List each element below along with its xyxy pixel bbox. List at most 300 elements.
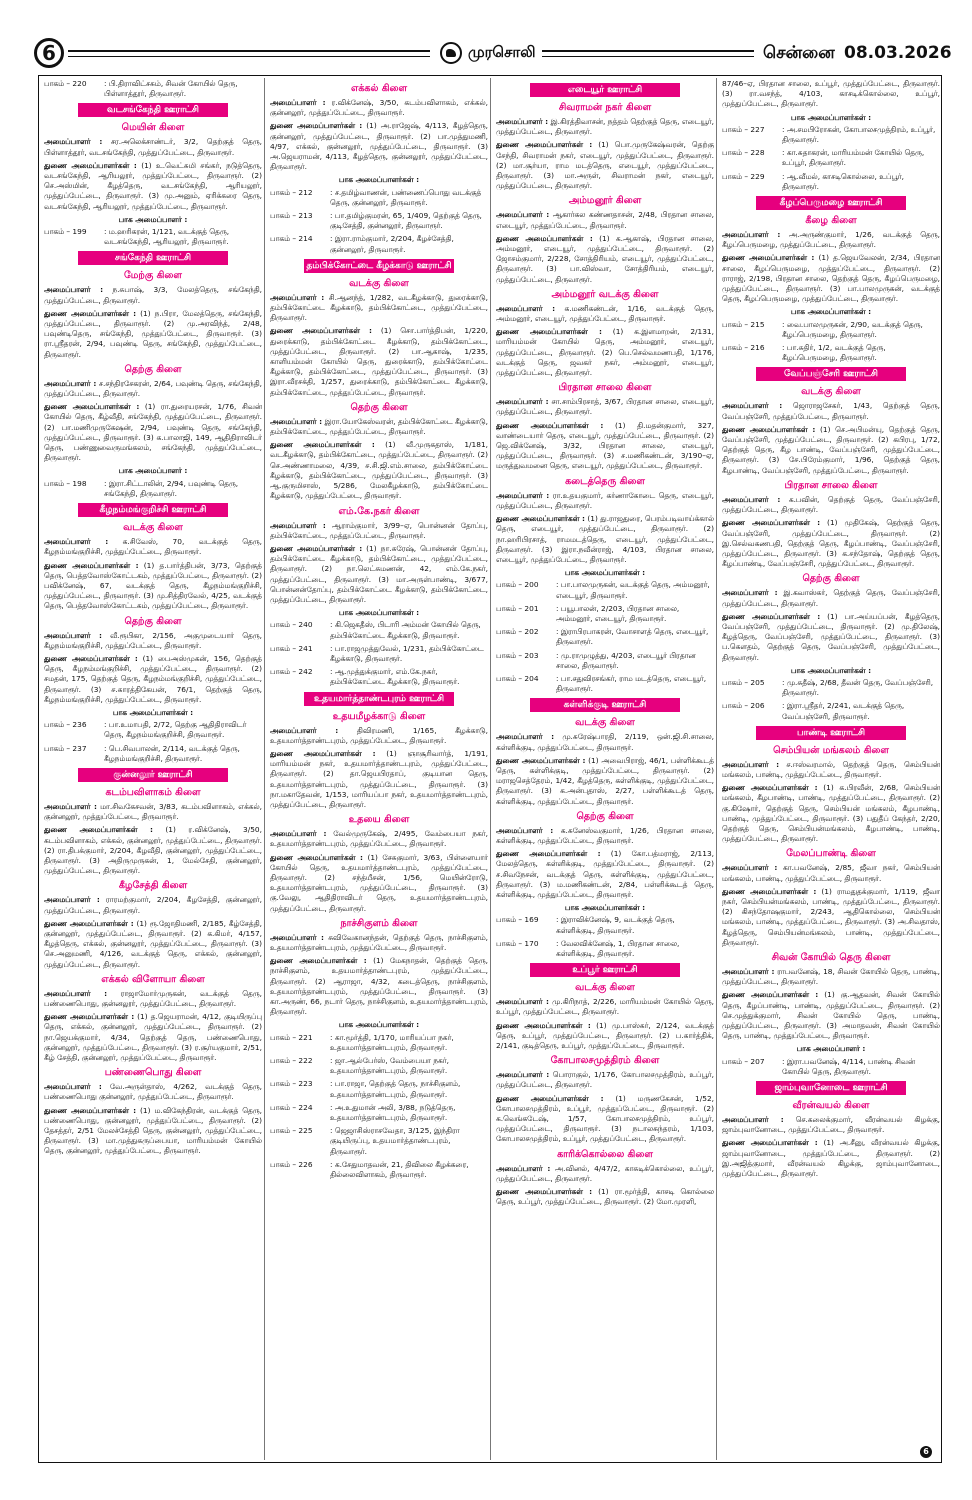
organiser-paragraph bbox=[496, 1094, 714, 1145]
booth-number: பாகம் – 222 bbox=[270, 1056, 313, 1066]
booth-number: பாகம் – 225 bbox=[270, 1126, 313, 1136]
organiser-text: (1) நா.சுரேஷ், பொன்னன் தோப்பு, தம்பிக்கோட்டை கீழக்காடு, தம்பிக்கோட்டை, முத்துப்பேட்டை, திருவாரூர். (2) நா.லெட்சுமணன், 42, எம்.கே.நகர், முத்துப்பேட்டை, திருவாரூர். (3) மா.அருள்பாண்டி, 3/677, பொன்னன்தோப்பு, தம்பிக்கோட்டை கீழக்காடு, தம்பிக்கோட்டை, முத்துப்பேட்டை, திருவாரூர். bbox=[270, 543, 488, 604]
booth-number: பாகம் – 240 bbox=[270, 620, 313, 630]
panchayat-header: வடசங்கேந்தி ஊராட்சி bbox=[78, 103, 228, 117]
booth-entry bbox=[722, 172, 940, 192]
organiser-paragraph bbox=[496, 849, 714, 900]
role-label: துணை அமைப்பாளர்கள் : bbox=[270, 326, 372, 336]
branch-heading: வடக்கு கிளை bbox=[801, 386, 861, 398]
booth-number: பாகம் – 201 bbox=[496, 603, 539, 613]
role-label: அமைப்பாளர் : bbox=[496, 732, 555, 742]
bull-logo-icon bbox=[440, 42, 462, 64]
booth-organiser-text: : அ.சமபிரோகன், கோபாலசமுத்திரம், உப்பூர், திருவாரூர். bbox=[782, 124, 936, 145]
organiser-paragraph bbox=[722, 760, 940, 780]
organiser-paragraph bbox=[722, 518, 940, 569]
branch-heading: தெற்கு கிளை bbox=[350, 401, 408, 413]
booth-entry bbox=[270, 1160, 488, 1180]
booth-number: பாகம் – 236 bbox=[44, 720, 87, 730]
branch-heading: வடக்கு கிளை bbox=[575, 717, 635, 729]
branch-heading: கோபாலசமுத்திரம் கிளை bbox=[550, 1055, 660, 1067]
organiser-paragraph bbox=[44, 379, 262, 399]
role-label: அமைப்பாளர் : bbox=[722, 494, 781, 504]
branch-heading: கடம்பவிளாகம் கிளை bbox=[105, 786, 201, 798]
organiser-paragraph bbox=[722, 79, 940, 110]
booth-entry bbox=[270, 1126, 488, 1157]
role-label: துணை அமைப்பாளர்கள் : bbox=[496, 327, 602, 337]
branch-heading: எக்கல் விளோயா கிளை bbox=[101, 973, 205, 985]
booth-number: பாகம் – 223 bbox=[270, 1079, 313, 1089]
organiser-paragraph bbox=[44, 802, 262, 822]
organiser-text: சுவிவேகானந்தன், தெற்குத் தெரு, நாச்சிகுளம், உதயமார்த்தாண்டபுரம், முத்துப்பேட்டை, திருவாரூர். bbox=[270, 932, 488, 952]
booth-entry bbox=[270, 188, 488, 208]
branch-heading: வடக்கு கிளை bbox=[123, 522, 183, 534]
booth-entry bbox=[496, 604, 714, 624]
booth-organisers-label: பாக அமைப்பாளர்கள் : bbox=[338, 175, 420, 185]
booth-organiser-text: : பா.உமாபதி, 2/72, தெற்கு ஆதிதிராவிடர் தெரு, கீழநம்மங்குறிச்சி, திருவாரூர். bbox=[104, 720, 247, 740]
organiser-text: (1) த.ஜெயவேலன், 2/34, பிரதான சாலை, கீழப்பெருமழை, முத்துப்பேட்டை, திருவாரூர். (2) ராராஜ், 2/198, பிரதான சாலை, தெற்குத் தெரு, கீழப்பெருமழை, முத்துப்பேட்டை, திருவாரூர். (3) பா.பாலமுருகன், வடக்குத் தெரு, கீழப்பெருமழை, முத்துப்பேட்டை, திருவாரூர். bbox=[722, 253, 940, 304]
organiser-paragraph bbox=[496, 397, 714, 417]
organiser-text: 87/46–ஏ, பிரதான சாலை, உப்பூர், முத்துப்பேட்டை, திருவாரூர். (3) ரா.வசந்த், 4/103, காசடிக்கொல்லை, உப்பூர், முத்துப்பேட்டை, திருவாரூர். bbox=[722, 79, 940, 109]
branch-heading: வடக்கு கிளை bbox=[349, 277, 409, 289]
role-label: அமைப்பாளர் : bbox=[270, 98, 326, 107]
organiser-paragraph bbox=[722, 863, 940, 883]
booth-organiser-text: : இரா.ஸ்ரீதர், 2/241, வடக்குத் தெரு, வேப்பஞ்சேரி, திருவாரூர். bbox=[782, 701, 905, 721]
organiser-paragraph bbox=[44, 309, 262, 360]
branch-heading: காரிக்கொல்லை கிளை bbox=[557, 1148, 653, 1160]
organiser-paragraph bbox=[722, 1138, 940, 1179]
booth-organiser-text: : மு.சுதீஷ், 2/68, தீவன் தெரு, வேப்பஞ்சேரி, திருவாரூர். bbox=[782, 677, 934, 698]
booth-entry bbox=[496, 627, 714, 647]
role-label: அமைப்பாளர் : bbox=[496, 117, 549, 126]
organiser-text: (1) த.ஜெயராமன், 4/12, குடியிருப்பு தெரு, எக்கல், குன்னலூர், முத்துப்பேட்டை, திருவாரூர். (2) நா.ஜெயக்குமார், 4/34, தெற்குத் தெரு, பண்ணைபொது, குன்னலூர், முத்துப்பேட்டை, திருவாரூர். (3) ர.சூர்யகுமார், 2/51, கீழ் சேத்தி, குன்னலூர், முத்துப்பேட்டை, திருவாரூர். bbox=[44, 1012, 262, 1063]
organiser-paragraph bbox=[270, 121, 488, 172]
booth-entry bbox=[270, 1056, 488, 1076]
organiser-paragraph bbox=[44, 631, 262, 651]
branch-heading: அம்மனூர் கிளை bbox=[568, 195, 642, 207]
role-label: அமைப்பாளர் : bbox=[722, 401, 783, 411]
booth-entry bbox=[44, 720, 262, 740]
organiser-paragraph bbox=[496, 1187, 714, 1207]
organiser-text: ஆகார்கல கண்ணதாசன், 2/48, பிரதான சாலை, எடையூர், முத்துப்பேட்டை, திருவாரூர். bbox=[496, 210, 714, 230]
role-label: துணை அமைப்பாளர்கள் : bbox=[44, 160, 137, 170]
branch-heading: உதயமீழக்காடு கிளை bbox=[332, 710, 426, 722]
role-label: துணை அமைப்பாளர்கள் : bbox=[496, 1187, 593, 1197]
role-label: துணை அமைப்பாளர்கள் : bbox=[722, 253, 815, 263]
edition-date: 08.03.2026 bbox=[840, 43, 956, 63]
role-label: துணை அமைப்பாளர்கள் : bbox=[270, 852, 364, 862]
organiser-text: (1) கு.ஆதவன், சிவன் கோயில் தெரு, கீழப்பாண்டி, பாண்டி, முத்துப்பேட்டை, திருவாரூர். (2) செ.முத்துக்குமார், சிவன் கோயில் தெரு, பாண்டி, முத்துப்பேட்டை, திருவாரூர். (3) அமாதவன், சிவன் கோயில் தெரு, பாண்டி, முத்துப்பேட்டை, திருவாரூர். bbox=[722, 990, 940, 1041]
organiser-text: (1) அ.சீனு, வீரன்வயல் கிழக்கு, ஜாம்புவானோடை, முத்துப்பேட்டை, திருவாரூர். (2) இ.அஜித்குமார், வீரன்வயல் கிழக்கு, ஜாம்புவானோடை, முத்துப்பேட்டை, திருவாரூர். bbox=[722, 1138, 940, 1179]
organiser-text: (1) தி.மதன்குமார், 327, வாண்டையார் தெரு, எடையூர், முத்துப்பேட்டை, திருவாரூர். (2) ஜெ.விக்னேஷ், 3/32, பிரதான சாலை, எடையூர், முத்துப்பேட்டை, திருவாரூர். (3) ச.மணிகண்டன், 3/190–ஏ, மருத்துவமனை தெரு, எடையூர், முத்துப்பேட்டை, திருவாரூர். bbox=[496, 420, 714, 471]
booth-organiser-text: : ஜெஜாசிஸ்ராசவேதா, 3/125, இந்திரா குடியிருப்பு, உதயமார்த்தாண்டபுரம், திருவாரூர். bbox=[330, 1126, 460, 1156]
role-label: துணை அமைப்பாளர்கள் : bbox=[44, 1105, 137, 1115]
booth-entry bbox=[270, 1103, 488, 1123]
booth-organiser-text: : பா.சுதிர், 1/2, வடக்குத் தெரு, கீழப்பெருமழை, திருவாரூர். bbox=[782, 343, 886, 363]
organiser-paragraph bbox=[270, 726, 488, 746]
booth-entry bbox=[270, 234, 488, 254]
branch-heading: மேலப்பாண்டி கிளை bbox=[786, 848, 876, 860]
role-label: துணை அமைப்பாளர்கள் : bbox=[44, 825, 153, 835]
role-label: துணை அமைப்பாளர்கள் : bbox=[44, 402, 140, 412]
edition-city: சென்னை bbox=[757, 43, 841, 65]
booth-entry bbox=[722, 678, 940, 698]
organiser-paragraph bbox=[270, 417, 488, 437]
role-label: அமைப்பாளர் : bbox=[44, 537, 109, 547]
organiser-paragraph bbox=[496, 304, 714, 324]
organiser-text: (1) ம.விகேந்திரன், வடக்குத் தெரு, பண்ணைபொது, குன்னலூர், முத்துப்பேட்டை, திருவாரூர். (2) தேசத்தர், 2/51 மேலச்சேத்தி தெரு, குன்னலூர், முத்துப்பேட்டை, திருவாரூர். (3) மா.முத்துகருப்பையா, மாரியம்மன் கோயில் தெரு, குன்னலூர், முத்துப்பேட்டை, திருவாரூர். bbox=[44, 1105, 262, 1156]
organiser-text: (1) து.ராஜதுரை, பெரம்படிவாய்க்கால் தெரு, எடையூர், முத்துப்பேட்டை, திருவாரூர். (2) நா.ஹரிபிரசாத், ராமமடத்தெரு, எடையூர், முத்துப்பேட்டை, திருவாரூர். (3) இரா.நவீன்ராஜ், 4/103, பிரதான சாலை, எடையூர், முத்துப்பேட்டை, திருவாரூர். bbox=[496, 514, 714, 564]
column-divider bbox=[490, 78, 491, 1460]
organiser-paragraph bbox=[496, 491, 714, 511]
panchayat-header: ஜாம்புவானோடை ஊராட்சி bbox=[756, 1081, 906, 1095]
newspaper-logo bbox=[434, 40, 542, 66]
organiser-paragraph bbox=[270, 440, 488, 501]
organiser-text: (1) க.இளமாறன், 2/131, மாரியம்மன் கோயில் தெரு, அம்மனூர், எடையூர், முத்துப்பேட்டை, திருவாரூர். (2) பெ.செல்வமணபதி, 1/176, வடக்குத் தெரு, ஜவகர் நகர், அம்மனூர், எடையூர், முத்துப்பேட்டை, திருவாரூர். bbox=[496, 327, 714, 378]
booth-entry bbox=[722, 701, 940, 721]
booth-number: பாகம் – 202 bbox=[496, 627, 539, 637]
booth-number: பாகம் – 237 bbox=[44, 743, 87, 753]
role-label: துணை அமைப்பாளர்கள் : bbox=[496, 755, 586, 765]
masthead-rule-right bbox=[520, 50, 754, 52]
organiser-paragraph bbox=[496, 756, 714, 807]
role-label: அமைப்பாளர் : bbox=[44, 137, 103, 147]
booth-number: பாகம் – 207 bbox=[722, 1056, 765, 1066]
booth-entry bbox=[44, 227, 262, 247]
booth-number: பாகம் – 220 bbox=[44, 79, 87, 88]
organiser-text: அ.அருண்குமார், 1/26, வடக்குத் தெரு, கீழப்பெருமழை, முத்துப்பேட்டை, திருவாரூர். bbox=[722, 230, 940, 250]
booth-organiser-text: : ஆ.முத்துக்குமார், எம்.கே.நகர், தம்பிக்கோட்டை கீழக்காடு, திருவாரூர். bbox=[330, 667, 460, 687]
organiser-text: (1) முதிகேஷ், தெற்குத் தெரு, வேப்பஞ்சேரி, முத்துப்பேட்டை, திருவாரூர். (2) இ.செல்வகணபதி, தெற்குத் தெரு, கீழப்பாண்டி, வேப்பஞ்சேரி, முத்துப்பேட்டை, திருவாரூர். (3) க.சந்தோஷ், தெற்குத் தெரு, கீழப்பாண்டி, வேப்பஞ்சேரி, முத்துப்பேட்டை, திருவாரூர். bbox=[722, 518, 940, 569]
booth-number: பாகம் – 169 bbox=[496, 915, 539, 925]
role-label: அமைப்பாளர் : bbox=[270, 416, 323, 426]
role-label: துணை அமைப்பாளர்கள் : bbox=[722, 611, 821, 621]
organiser-text: (1) பா.அய்யப்பன், கீழத்தெரு, வேப்பஞ்சேரி, முத்துப்பேட்டை, திருவாரூர். (2) மு.திலேஷ், கீழத்தெரு, வேப்பஞ்சேரி, முத்துப்பேட்டை, திருவாரூர். (3) ப.கௌதம், தெற்குத் தெரு, வேப்பஞ்சேரி, முத்துப்பேட்டை, திருவாரூர். bbox=[722, 611, 940, 662]
panchayat-header: கீழப்பெருமழை ஊராட்சி bbox=[756, 196, 906, 210]
role-label: துணை அமைப்பாளர்கள் : bbox=[496, 1093, 604, 1103]
booth-organiser-text: : பா.பாலமுருகன், வடக்குத் தெரு, அம்மனூர், எடையூர், திருவாரூர். bbox=[556, 580, 710, 600]
organiser-text: ராரமற்குமார், 2/204, கீழசேத்தி, குன்னலூர், முத்துப்பேட்டை, திருவாரூர். bbox=[44, 895, 262, 915]
organiser-paragraph bbox=[44, 654, 262, 705]
organiser-paragraph bbox=[44, 895, 262, 915]
booth-number: பாகம் – 203 bbox=[496, 650, 539, 660]
organiser-paragraph bbox=[496, 1164, 714, 1184]
organiser-paragraph bbox=[496, 117, 714, 137]
booth-organiser-text: : வை.பாலமுருகன், 2/90, வடக்குத் தெரு, கீழப்பெருமழை, திருவாரூர். bbox=[782, 319, 923, 339]
organiser-paragraph bbox=[496, 1021, 714, 1052]
branch-heading: கடைத்தெரு கிளை bbox=[565, 475, 645, 487]
booth-organisers-label: பாக அமைப்பாளர் : bbox=[796, 1044, 866, 1054]
booth-organisers-label: பாக அமைப்பாளர்கள் : bbox=[564, 568, 646, 578]
organiser-paragraph bbox=[496, 514, 714, 565]
organiser-text: க.சுனேஸ்வகுமார், 1/26, பிரதான சாலை, கள்ளிக்குடி, முத்துப்பேட்டை, திருவாரூர். bbox=[496, 825, 714, 845]
booth-number: பாகம் – 213 bbox=[270, 211, 313, 221]
organiser-text: (1) செ.அபிமன்யு, தெற்குத் தெரு, வேப்பஞ்சேரி, முத்துப்பேட்டை, திருவாரூர். (2) கபிரபு, 1/72, தெற்குத் தெரு, கீழ பாண்டி, வேப்பஞ்சேரி, முத்துப்பேட்டை, திருவாரூர். (3) சே.பிரேம்குமார், 1/96, தெற்குத் தெரு, கீழபாண்டி, வேப்பஞ்சேரி, முத்துப்பேட்டை, திருவாரூர். bbox=[722, 424, 940, 475]
organiser-text: இ.கிரத்திவாசன், நத்தம் தெற்குத் தெரு, எடையூர், முத்துப்பேட்டை, திருவாரூர். bbox=[496, 117, 714, 137]
role-label: அமைப்பாளர் : bbox=[496, 210, 550, 220]
role-label: அமைப்பாளர் : bbox=[722, 759, 780, 769]
booth-entry bbox=[496, 915, 714, 935]
role-label: அமைப்பாளர் : bbox=[496, 997, 549, 1007]
organiser-paragraph bbox=[722, 887, 940, 948]
organiser-text: (1) மேகநாதன், தெற்குத் தெரு, நாச்சிகுளம், உதயமார்த்தாண்டபுரம், முத்துப்பேட்டை, திருவாரூர். (2) ஆராஜா, 4/32, கடைத்தெரு, நாச்சிகுளம், உதயமார்த்தாண்டபுரம், முத்துப்பேட்டை, திருவாரூர். (3) கா.அருண், 66, நடார் தெரு, நாச்சிகுளம், உதயமார்த்தாண்டபுரம், திருவாரூர். bbox=[270, 956, 488, 1017]
column-divider bbox=[716, 78, 717, 1460]
masthead-rule-right-thin bbox=[520, 56, 754, 57]
organiser-text: (1) உ.வெட்சுமி சங்கர், நடுத்தெரு, வடசங்கேந்தி, ஆரியலூர், முத்துப்பேட்டை, திருவாரூர். (2) செ.அஸ்மின், கீழத்தெரு, வடசங்கேந்தி, ஆரியலூர், முத்துப்பேட்டை, திருவாரூர். (3) மு.அனும், ஏரிக்கரை தெரு, வடசங்கேந்தி, ஆரியலூர், முத்துப்பேட்டை, திருவாரூர். bbox=[44, 160, 262, 211]
column-2 bbox=[270, 79, 488, 1459]
role-label: துணை அமைப்பாளர்கள் : bbox=[270, 121, 363, 131]
booth-organiser-text: : அ.உதுமான் அலி, 3/88, நடுத்தெரு, உதயமார்த்தாண்டபுரம், திருவாரூர். bbox=[330, 1102, 456, 1123]
booth-organiser-text: : இரா.பவனேஷ், 4/114, பாண்டி சிவன் கோயில் தெரு, திருவாரூர். bbox=[782, 1056, 916, 1076]
booth-entry bbox=[44, 479, 262, 499]
booth-entry bbox=[496, 674, 714, 694]
organiser-paragraph bbox=[722, 495, 940, 515]
organiser-paragraph bbox=[270, 98, 488, 118]
column-3 bbox=[496, 79, 714, 1459]
booth-organisers-label: பாக அமைப்பாளர்கள் : bbox=[112, 707, 194, 717]
role-label: அமைப்பாளர் : bbox=[496, 1070, 550, 1080]
page-number-badge: 6 bbox=[34, 38, 64, 68]
role-label: அமைப்பாளர் : bbox=[496, 490, 550, 500]
role-label: அமைப்பாளர் : bbox=[270, 932, 324, 942]
column-4 bbox=[722, 79, 940, 1459]
organiser-text: (1) ராமதுதக்குமார், 1/119, ஜீவா நகர், செம்பியன்மங்கலம், பாண்டி, முத்துப்பேட்டை, திருவாரூர். (2) கிசந்தோஷகுமார், 2/243, ஆதிகொல்லை, செம்பியன் மங்கலம், பாண்டி, முத்துப்பேட்டை, திருவாரூர். (3) அ.சிவதாஸ், கீழத்தெரு, செம்பியன்மங்கலம், பாண்டி, முத்துப்பேட்டை, திருவாரூர். bbox=[722, 886, 940, 947]
booth-organiser-text: : பயூபாலன், 2/203, பிரதான சாலை, அம்மனூர், எடையூர், திருவாரூர். bbox=[556, 603, 680, 623]
role-label: அமைப்பாளர் : bbox=[44, 988, 108, 998]
booth-entry bbox=[270, 644, 488, 664]
branch-heading: வீரன்வயல் கிளை bbox=[792, 1100, 870, 1112]
role-label: அமைப்பாளர் : bbox=[496, 1163, 551, 1173]
organiser-text: மு.சுரேஷ்பாரதி, 2/119, ஒன்.ஜி.சி.சாலை, கள்ளிக்குடி, முத்துப்பேட்டை, திருவாரூர். bbox=[496, 732, 714, 752]
organiser-paragraph bbox=[270, 326, 488, 397]
role-label: அமைப்பாளர் : bbox=[722, 967, 775, 976]
panchayat-header: கீழநம்மங்குறிச்சி ஊராட்சி bbox=[78, 503, 228, 517]
organiser-text: (1) மருணகேசன், 1/52, கோபாலசமுத்திரம், உப்பூர், முத்துப்பேட்டை, திருவாரூர். (2) க.வெங்கடேஷ், 1/57, கோபாலசமுத்திரம், உப்பூர், முத்துப்பேட்டை, திருவாரூர். (3) நடாலசுந்தரம், 1/103, கோபாலசமுத்திரம், உப்பூர், முத்துப்பேட்டை, திருவாரூர். bbox=[496, 1093, 714, 1144]
organiser-text: (1) க.ஆகாஷ், பிரதான சாலை, அம்மனூர், எடையூர், முத்துப்பேட்டை, திருவாரூர். (2) ஜோசம்குமார், 2/228, சோத்திரியம், எடையூர், முத்துப்பேட்டை, திருவாரூர். (3) பா.விஸ்வா, சோத்திரியம், எடையூர், முத்துப்பேட்டை, திருவாரூர். bbox=[496, 233, 714, 284]
organiser-paragraph bbox=[270, 853, 488, 914]
booth-number: பாகம் – 242 bbox=[270, 667, 313, 677]
column-1 bbox=[44, 79, 262, 1459]
organiser-paragraph bbox=[722, 425, 940, 476]
branch-heading: சிவன் கோயில் தெரு கிளை bbox=[771, 952, 891, 963]
booth-organiser-text: : இரா.சிட்டாலின், 2/94, பவுண்டி தெரு, சங்கேந்தி, திருவாரூர். bbox=[104, 478, 239, 498]
column-divider bbox=[264, 78, 265, 1460]
masthead bbox=[0, 0, 972, 66]
role-label: அமைப்பாளர் : bbox=[44, 630, 102, 640]
booth-number: பாகம் – 229 bbox=[722, 171, 765, 181]
booth-organiser-text: : கா.மூர்த்தி, 1/170, மாரியப்பா நகர், உதயமார்த்தாண்டபுரம், திருவாரூர். bbox=[330, 1032, 454, 1052]
booth-organiser-text: : பா.சதுவிரசங்கர், ராம மடத்தெரு, எடையூர், திருவாரூர். bbox=[556, 673, 707, 694]
booth-number: பாகம் – 214 bbox=[270, 234, 313, 244]
organiser-text: வேல்முருகேஷ், 2/495, வேம்பையா நகர், உதயமார்த்தாண்டபுரம், முத்துப்பேட்டை, திருவாரூர். bbox=[270, 829, 488, 849]
branch-heading: எம்.கே.நகர் கிளை bbox=[338, 505, 420, 517]
role-label: துணை அமைப்பாளர்கள் : bbox=[270, 748, 376, 758]
booth-organisers-label: பாக அமைப்பாளர்கள் : bbox=[790, 112, 872, 122]
organiser-paragraph bbox=[496, 140, 714, 191]
role-label: துணை அமைப்பாளர்கள் : bbox=[722, 886, 817, 896]
organiser-paragraph bbox=[44, 402, 262, 463]
organiser-text: (1) ரா.துரையரசன், 1/76, சிவன் கோயில் தெரு, கீழ்வீதி, சங்கேந்தி, முத்துப்பேட்டை, திருவாரூர். (2) பா.மணிமுருகேஷன், 2/94, பவுண்டி தெரு, சங்கேந்தி, முத்துப்பேட்டை, திருவாரூர். (3) க.பாலாஜி, 149, ஆதிதிராவிடர் தெரு, பண்ணுவைருமங்கலம், சங்கேந்தி, முத்துப்பேட்டை, திருவாரூர். bbox=[44, 402, 262, 463]
role-label: துணை அமைப்பாளர்கள் : bbox=[44, 653, 138, 663]
booth-entry bbox=[722, 320, 940, 340]
panchayat-header: உப்பூர் ஊராட்சி bbox=[530, 963, 680, 977]
organiser-paragraph bbox=[722, 612, 940, 663]
branch-heading: பிரதான சாலை கிளை bbox=[558, 382, 652, 394]
branch-heading: எக்கல் கிளை bbox=[350, 83, 408, 94]
organiser-text: ர.விக்னேஷ், 3/50, கடம்பவிளாகம், எக்கல், குன்னலூர், முத்துப்பேட்டை, திருவாரூர். bbox=[270, 98, 488, 118]
organiser-text: பொராகுல், 1/176, கோபாலசமுத்திரம், உப்பூர், முத்துப்பேட்டை, திருவாரூர். bbox=[496, 1070, 714, 1090]
panchayat-header: எடையூர் ஊராட்சி bbox=[530, 83, 680, 97]
role-label: அமைப்பாளர் : bbox=[722, 863, 778, 873]
booth-organiser-text: : ச.தமிழ்வாணன், பண்ணைப்பொது வடக்குத் தெரு, குன்னலூர், திருவாரூர். bbox=[330, 187, 482, 207]
role-label: அமைப்பாளர் : bbox=[44, 378, 97, 388]
role-label: அமைப்பாளர் : bbox=[44, 1082, 102, 1092]
branch-heading: பிரதான சாலை கிளை bbox=[784, 479, 878, 491]
booth-number: பாகம் – 205 bbox=[722, 677, 765, 687]
organiser-paragraph bbox=[722, 401, 940, 421]
role-label: துணை அமைப்பாளர்கள் : bbox=[722, 518, 821, 528]
branch-heading: தெற்கு கிளை bbox=[576, 810, 634, 822]
booth-organisers-label: பாக அமைப்பாளர்கள் : bbox=[338, 1020, 420, 1030]
role-label: துணை அமைப்பாளர்கள் : bbox=[722, 783, 818, 793]
organiser-text: மா.சிவகேசவன், 3/83, கடம்பவிளாகம், எக்கல், குன்னலூர், முத்துப்பேட்டை, திருவாரூர். bbox=[44, 801, 262, 822]
role-label: அமைப்பாளர் : bbox=[722, 588, 778, 598]
role-label: அமைப்பாளர் : bbox=[722, 1115, 784, 1125]
panchayat-header: குன்னலூர் ஊராட்சி bbox=[78, 768, 228, 782]
booth-entry bbox=[270, 211, 488, 231]
organiser-paragraph bbox=[270, 933, 488, 953]
organiser-paragraph bbox=[44, 989, 262, 1009]
booth-organisers-label: பாக அமைப்பாளர்கள் : bbox=[338, 608, 420, 618]
branch-heading: தெற்கு கிளை bbox=[802, 573, 860, 585]
organiser-text: (1) த.பார்த்திபன், 3/73, தெற்குத் தெரு, பெத்தவோஸ்கோட்டகம், முத்துப்பேட்டை, திருவாரூர். (2) பவிக்னேஷ், 67, வடக்குத் தெரு, கீழநம்மங்குறிச்சி, முத்துப்பேட்டை, திருவாரூர். (3) மு.சித்திரவேல், 4/25, வடக்குத் தெரு, பெத்தவோஸ்கோட்டகம், முத்துப்பேட்டை, திருவாரூர். bbox=[44, 560, 262, 611]
role-label: துணை அமைப்பாளர்கள் : bbox=[496, 849, 601, 859]
branch-heading: மேற்கு கிளை bbox=[124, 270, 182, 282]
organiser-text: க.சிவேஸ், 70, வடக்குத் தெரு, கீழநம்மங்குறிச்சி, முத்துப்பேட்டை, திருவாரூர். bbox=[44, 537, 262, 557]
booth-organiser-text: : வேலவிக்னேஷ், 1, பிரதான சாலை, கள்ளிக்குடி, திருவாரூர். bbox=[556, 938, 680, 958]
organiser-paragraph bbox=[722, 1115, 940, 1135]
branch-heading: உதயை கிளை bbox=[348, 814, 410, 826]
organiser-paragraph bbox=[44, 1012, 262, 1063]
organiser-text: வீ.ரூபிகா, 2/156, அகுமுடையார் தெரு, கீழநம்மங்குறிச்சி, முத்துப்பேட்டை, திருவாரூர். bbox=[44, 630, 262, 650]
organiser-text: (1) கோ.பத்மராஜ், 2/113, மேலத்தெரு, கள்ளிக்குடி, முத்துப்பேட்டை, திருவாரூர். (2) ச.சிவநேசன், வடக்குத் தெரு, கள்ளிக்குடி, முத்துப்பேட்டை, திருவாரூர். (3) ம.மணிகண்டன், 2/84, பள்ளிக்கூடத் தெரு, கள்ளிக்குடி, முத்துப்பேட்டை, திருவாரூர். bbox=[496, 849, 714, 899]
organiser-paragraph bbox=[496, 421, 714, 472]
organiser-paragraph bbox=[44, 161, 262, 212]
organiser-text: ஆராம்குமார், 3/99–ஏ, பொன்னன் தோப்பு, தம்பிக்கோட்டை, முத்துப்பேட்டை, திருவாரூர். bbox=[270, 520, 488, 540]
booth-organisers-label: பாக அமைப்பாளர்கள் : bbox=[790, 665, 872, 675]
organiser-text: சா.சாம்பிரசாத், 3/67, பிரதான சாலை, எடையூர், முத்துப்பேட்டை, திருவாரூர். bbox=[496, 397, 714, 417]
booth-organiser-text: : இராவிக்னேஷ், 9, வடக்குத் தெரு, கள்ளிக்குடி, திருவாரூர். bbox=[556, 915, 675, 935]
organiser-paragraph bbox=[44, 919, 262, 970]
booth-entry bbox=[270, 1033, 488, 1053]
organiser-text: இ.கவாஸ்கர், தெற்குத் தெரு, வேப்பஞ்சேரி, முத்துப்பேட்டை, திருவாரூர். bbox=[722, 588, 940, 608]
organiser-text: (1) அ.ராஜேஷ், 4/113, கீழத்தெரு, குன்னலூர், முத்துப்பேட்டை, திருவாரூர். (2) பா.முத்துமணி, 4/97, எக்கல், குன்னலூர், முத்துப்பேட்டை, திருவாரூர். (3) அ.ஜெயராமன், 4/113, கீழத்தெரு, குன்னலூர், முத்துப்பேட்டை, திருவாரூர். bbox=[270, 121, 488, 172]
organiser-paragraph bbox=[270, 956, 488, 1017]
organiser-paragraph bbox=[496, 1070, 714, 1090]
booth-number: பாகம் – 221 bbox=[270, 1032, 313, 1042]
booth-organiser-text: : பி.திராவிட்சசும், சிவன் கோயில் தெரு, பிள்ளாத்தூர், திருவாரூர். bbox=[104, 79, 238, 99]
role-label: அமைப்பாளர் : bbox=[496, 825, 554, 835]
booth-organiser-text: : பா.தமிழ்குமரன், 65, 1/409, தெற்குத் தெரு, குடிசேத்தி, குன்னலூர், திருவாரூர். bbox=[330, 211, 482, 231]
panchayat-header: சங்கேந்தி ஊராட்சி bbox=[78, 251, 228, 265]
organiser-paragraph bbox=[496, 826, 714, 846]
booth-number: பாகம் – 200 bbox=[496, 580, 539, 590]
role-label: அமைப்பாளர் : bbox=[44, 895, 100, 905]
organiser-paragraph bbox=[44, 825, 262, 876]
booth-number: பாகம் – 206 bbox=[722, 701, 765, 711]
organiser-paragraph bbox=[44, 285, 262, 305]
organiser-paragraph bbox=[44, 137, 262, 157]
organiser-text: ச.சந்திரசேகரன், 2/64, பவுண்டி தெரு, சங்கேந்தி, முத்துப்பேட்டை, திருவாரூர். bbox=[44, 378, 262, 399]
newspaper-name: முரசொலி bbox=[468, 43, 536, 61]
organiser-text: (1) ர.விக்னேஷ், 3/50, கடம்பவிளாகம், எக்கல், குன்னலூர், முத்துப்பேட்டை, திருவாரூர். (2) ரா.திபக்குமார், 2/204, கீழவீதி, குன்னலூர், முத்துப்பேட்டை, திருவாரூர். (3) அதிருமுருகன், 1, மேல்சேதி, குன்னலூர், முத்துப்பேட்டை, திருவாரூர். bbox=[44, 825, 262, 876]
booth-organisers-label: பாக அமைப்பாளர்கள் : bbox=[564, 903, 646, 913]
organiser-text: ச.ஈஸ்வரமால், தெற்குத் தெரு, செம்பியன் மங்கலம், பாண்டி, முத்துப்பேட்டை, திருவாரூர். bbox=[722, 759, 940, 779]
booth-number: பாகம் – 216 bbox=[722, 343, 765, 353]
role-label: துணை அமைப்பாளர்கள் : bbox=[496, 140, 593, 150]
organiser-text: ஜொராஜசேகர், 1/43, தெற்குத் தெரு, வேப்பஞ்சேரி, முத்துப்பேட்டை, திருவாரூர். bbox=[722, 401, 940, 421]
organiser-paragraph bbox=[722, 967, 940, 987]
role-label: அமைப்பாளர் : bbox=[496, 303, 556, 313]
branch-heading: பண்ணைபொது கிளை bbox=[104, 1067, 202, 1079]
organiser-text: இரா.யோகேஸ்வரன், தம்பிக்கோட்டை கீழக்காடு, தம்பிக்கோட்டை, முத்துப்பேட்டை, திருவாரூர். bbox=[270, 416, 488, 437]
organiser-paragraph bbox=[44, 561, 262, 612]
footer-page-number: 6 bbox=[920, 1446, 932, 1458]
booth-organiser-text: : க.சேதுமாதவன், 21, திவிலை கீழக்கரை, தில்லைவிளாகம், திருவாரூர். bbox=[330, 1159, 469, 1180]
organiser-text: ராஜாமோர்முருகன், வடக்குத் தெரு, பண்ணைபொது, குன்னலூர், முத்துப்பேட்டை, திருவாரூர். bbox=[44, 988, 262, 1008]
organiser-paragraph bbox=[270, 829, 488, 849]
organiser-text: (1) ரா.மூர்த்தி, காசடி கொல்லை தெரு, உப்பூர், முத்துப்பேட்டை, திருவாரூர். (2) மோ.முரளி, bbox=[496, 1187, 714, 1207]
role-label: துணை அமைப்பாளர்கள் : bbox=[496, 1020, 591, 1030]
organiser-text: வே.அருள்தாஸ், 4/262, வடக்குத் தெரு, பண்ணைபொது குன்னலூர், முத்துப்பேட்டை, திருவாரூர். bbox=[44, 1082, 262, 1102]
booth-number: பாகம் – 228 bbox=[722, 148, 765, 158]
organiser-paragraph bbox=[722, 990, 940, 1041]
booth-entry bbox=[722, 1057, 940, 1077]
booth-organiser-text: : பா.ராஜமுத்துவேல், 1/231, தம்பிக்கோட்டை கீழக்காடு, திருவாரூர். bbox=[330, 643, 484, 663]
booth-number: பாகம் – 224 bbox=[270, 1102, 313, 1112]
organiser-text: ராபவனேஷ், 18, சிவன் கோயில் தெரு, பாண்டி, முத்துப்பேட்டை, திருவாரூர். bbox=[722, 967, 940, 987]
branch-heading: நாச்சிகுளம் கிளை bbox=[340, 917, 418, 929]
booth-organiser-text: : ஆ.வீமல், காசடிகொல்லை, உப்பூர், திருவாரூர். bbox=[782, 171, 904, 191]
booth-organiser-text: : இராபிரபாகரன், வோசாளத் தெரு, எடையூர், திருவாரூர். bbox=[556, 627, 709, 647]
organiser-paragraph bbox=[44, 537, 262, 557]
role-label: துணை அமைப்பாளர்கள் : bbox=[722, 990, 819, 1000]
branch-heading: கீழை கிளை bbox=[805, 215, 857, 227]
role-label: அமைப்பாளர் : bbox=[44, 801, 97, 811]
booth-entry bbox=[44, 79, 262, 99]
organiser-paragraph bbox=[496, 234, 714, 285]
organiser-text: (1) அவைபிராஜ், 46/1, பள்ளிக்கூடத் தெரு, கள்ளிக்குடி, முத்துப்பேட்டை, திருவாரூர். (2) மராஜசெத்தேரம், 1/42, கீழத்தெரு, கள்ளிக்குடி, முத்துப்பேட்டை, திருவாரூர். (3) க.அன்புதாஸ், 2/27, பள்ளிக்கூடத் தெரு, கள்ளிக்குடி, முத்துப்பேட்டை, திருவாரூர். bbox=[496, 755, 714, 806]
organiser-text: திவிரமணி, 1/165, கீழக்காடு, உதயமார்த்தாண்டபுரம், முத்துப்பேட்டை, திருவாரூர். bbox=[270, 725, 488, 745]
panchayat-header: உதயமார்த்தாண்டபுரம் ஊராட்சி bbox=[304, 692, 454, 706]
booth-entry bbox=[270, 620, 488, 640]
booth-entry bbox=[270, 1079, 488, 1099]
organiser-text: (1) சொ.பார்த்திபன், 1/220, துரைக்காடு, தம்பிக்கோட்டை கீழக்காடு, தம்பிக்கோட்டை, முத்துப்பேட்டை, திருவாரூர். (2) பா.ஆகாஷ், 1/235, காளியம்மன் கோயில் தெரு, துரைக்காடு, தம்பிக்கோட்டை கீழக்காடு, தம்பிக்கோட்டை, முத்துப்பேட்டை, திருவாரூர். (3) இரா.வீரசக்தி, 1/257, துரைக்காடு, தம்பிக்கோட்டை கீழக்காடு, தம்பிக்கோட்டை, முத்துப்பேட்டை, திருவாரூர். bbox=[270, 326, 488, 397]
role-label: துணை அமைப்பாளர்கள் : bbox=[496, 420, 604, 430]
role-label: அமைப்பாளர் : bbox=[270, 725, 339, 735]
branch-heading: தெற்கு கிளை bbox=[124, 363, 182, 375]
role-label: துணை அமைப்பாளர்கள் : bbox=[496, 514, 585, 524]
booth-entry bbox=[270, 667, 488, 687]
role-label: துணை அமைப்பாளர்கள் : bbox=[44, 918, 134, 928]
organiser-text: சி.ஆனந்த், 1/282, வடகீழக்காடு, துரைக்காடு, தம்பிக்கோட்டை கீழக்காடு, தம்பிக்கோட்டை, முத்துப்பேட்டை, திருவாரூர். bbox=[270, 292, 488, 323]
booth-organiser-text: : ம.ஹரிகரன், 1/121, வடக்குத் தெரு, வடசங்கேந்தி, ஆரியலூர், திருவாரூர். bbox=[104, 227, 230, 247]
role-label: துணை அமைப்பாளர்கள் : bbox=[44, 1012, 135, 1022]
organiser-text: (1) பொ.முருகேஷ்வரன், தெற்கு சேந்தி, சிவராமன் நகர், எடையூர், முத்துப்பேட்டை, திருவாரூர். (2) மா.சூர்யா, ராம மடத்தெரு, எடையூர், முத்துப்பேட்டை, திருவாரூர். (3) மா.அருள், சிவராமன் நகர், எடையூர், முத்துப்பேட்டை, திருவாரூர். bbox=[496, 140, 714, 191]
organiser-paragraph bbox=[270, 521, 488, 541]
organiser-text: ரா.உதயகுமார், கர்ணாகோடை தெரு, எடையூர், முத்துப்பேட்டை, திருவாரூர். bbox=[496, 490, 714, 510]
branch-heading: கீழசேத்தி கிளை bbox=[118, 880, 188, 892]
organiser-paragraph bbox=[44, 1106, 262, 1157]
